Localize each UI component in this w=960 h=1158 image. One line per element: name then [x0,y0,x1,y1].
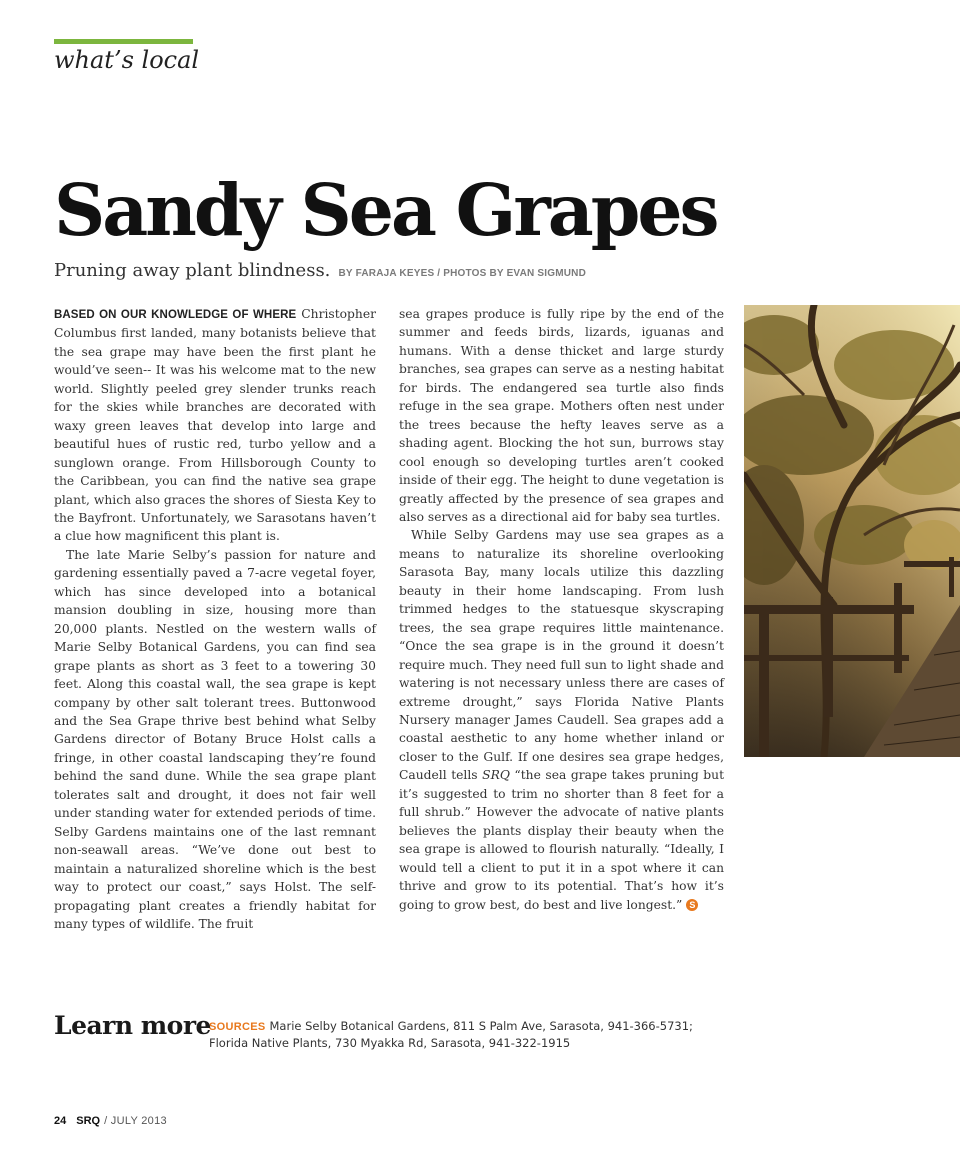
article-deck: Pruning away plant blindness. [54,260,331,281]
article-column-1 [54,305,376,933]
paragraph [399,526,724,914]
paragraph-text: While Selby Gardens may use sea grapes as a means to naturalize its shoreline overlooking Sarasota Bay, many locals utilize this dazzling beauty in their home landscaping. From lush trimmed hedges to the statuesque skyscraping trees, the sea grape requires little maintenance. “Once the sea grape is in the ground it doesn’t require much. They need full sun to light shade and watering is not necessary unless there are cases of extreme drought,” says Florida Native Plants Nursery manager James Caudell. Sea grapes add a coastal aesthetic to any home whether inland or closer to the Gulf. If one desires sea grape hedges, Caudell tells [399,528,724,783]
source-entry: Marie Selby Botanical Gardens, 811 S Palm Ave, Sarasota, 941-366-5731; [269,1019,693,1033]
article-column-2 [399,305,724,914]
end-mark-icon: S [686,899,698,911]
sources-line [209,1018,693,1035]
article-credits: BY FARAJA KEYES / PHOTOS BY EVAN SIGMUND [338,268,587,279]
sources-label: SOURCES [209,1021,266,1033]
magazine-name: SRQ [76,1115,101,1127]
page-number: 24 [54,1115,67,1127]
learn-more-heading: Learn more [54,1011,211,1040]
lead-in: BASED ON OUR KNOWLEDGE OF WHERE [54,309,297,321]
paragraph [54,305,376,546]
sources-block [209,1018,693,1051]
source-entry: Florida Native Plants, 730 Myakka Rd, Sarasota, 941-322-1915 [209,1036,571,1050]
section-accent-rule [54,39,193,44]
sea-grape-boardwalk-photo [744,305,960,757]
magazine-name: SRQ [482,768,510,783]
paragraph-text: Christopher Columbus first landed, many botanists believe that the sea grape may have been the first plant he would’ve seen-- It was his welcome mat to the new world. Slightly peeled grey slender trunks reach for the skies while branches are decorated with waxy green leaves that develop into large and beautiful hues of rustic red, turbo yellow and a sunglown orange. From Hillsborough County to the Caribbean, you can find the native sea grape plant, which also graces the shores of Siesta Key to the Bayfront. Unfortunately, we Sarasotans haven’t a clue how magnificent this plant is. [54,307,376,544]
paragraph: sea grapes produce is fully ripe by the end of the summer and feeds birds, lizards, iguanas and humans. With a dense thicket and large sturdy branches, sea grapes can serve as a nesting habitat for birds. The endangered sea turtle also finds refuge in the sea grape. Mothers often nest under the trees because the hefty leaves serve as a shading agent. Blocking the hot sun, burrows stay cool enough so developing turtles aren’t cooked inside of their egg. The height to dune vegetation is greatly affected by the presence of sea grapes and also serves as a directional aid for baby sea turtles. [399,307,724,524]
page-footer [54,1115,167,1127]
section-label: what’s local [54,46,200,74]
paragraph: The late Marie Selby’s passion for nature and gardening essentially paved a 7-acre vegetal foyer, which has since developed into a botanical mansion doubling in size, housing more than 20,000 plants. Nestled on the western walls of Marie Selby Botanical Gardens, you can find sea grape plants as short as 3 feet to a towering 30 feet. Along this coastal wall, the sea grape is kept company by other salt tolerant trees. Buttonwood and the Sea Grape thrive best behind what Selby Gardens director of Botany Bruce Holst calls a fringe, in other coastal landscaping they’re found behind the sand dune. While the sea grape plant tolerates salt and drought, it does not fair well under standing water for extended periods of time. Selby Gardens maintains one of the last remnant non-seawall areas. “We’ve done out best to maintain a naturalized shoreline which is the best way to protect our coast,” says Holst. The self-propagating plant creates a friendly habitat for many types of wildlife. The fruit [54,547,376,931]
article-title: Sandy Sea Grapes [54,168,717,252]
article-deck-row [54,260,586,281]
paragraph-text: “the sea grape takes pruning but it’s suggested to trim no shorter than 8 feet for a full shrub.” However the advocate of native plants believes the plants display their beauty when the sea grape is allowed to flourish naturally. “Ideally, I would tell a client to put it in a spot where it can thrive and grow to its potential. That’s how it’s going to grow best, do best and live longest.” [399,768,725,912]
issue-date: / JULY 2013 [104,1115,167,1127]
